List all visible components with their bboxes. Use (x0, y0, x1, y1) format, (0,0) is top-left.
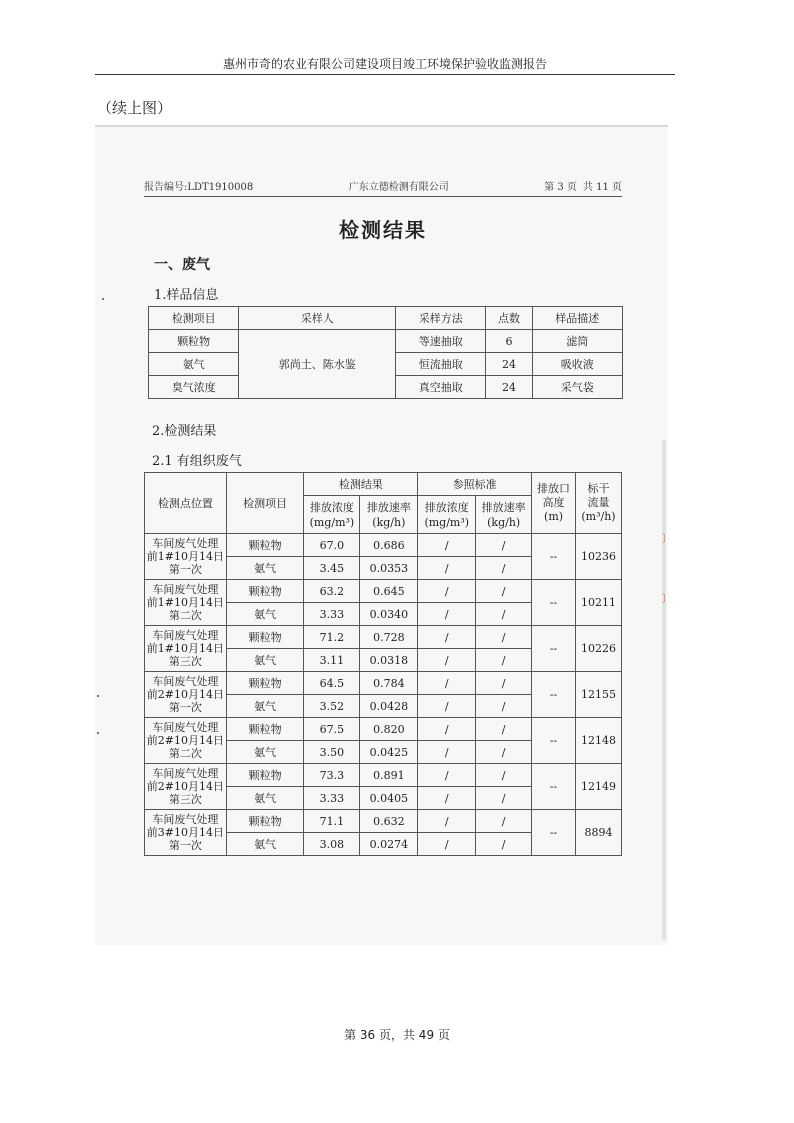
th-line: (mg/m³) (424, 515, 470, 529)
cell-flow: 8894 (575, 810, 621, 856)
report-number: 报告编号:LDT1910008 (144, 182, 254, 193)
report-page-total: 共 11 页 (582, 182, 622, 193)
cell-ref-rate: / (476, 764, 532, 787)
location-line: 前2#10月14日 (146, 688, 224, 701)
page-header: 惠州市奇的农业有限公司建设项目竣工环境保护验收监测报告 (95, 55, 675, 75)
cell-conc: 3.45 (304, 557, 360, 580)
cell-conc: 67.5 (304, 718, 360, 741)
th-item: 检测项目 (149, 307, 239, 330)
cell-rate: 0.0428 (360, 695, 418, 718)
cell-points: 24 (486, 353, 532, 376)
cell-ref-conc: / (418, 672, 476, 695)
cell-ref-rate: / (476, 833, 532, 856)
cell-outlet-height: -- (532, 672, 576, 718)
cell-item: 颗粒物 (226, 626, 304, 649)
cell-item: 氨气 (226, 557, 304, 580)
cell-flow: 10226 (575, 626, 621, 672)
cell-location (145, 626, 227, 672)
cell-conc: 71.2 (304, 626, 360, 649)
lab-name: 广东立德检测有限公司 (348, 182, 449, 193)
cell-item: 颗粒物 (226, 764, 304, 787)
cell-conc: 3.52 (304, 695, 360, 718)
location-line: 前1#10月14日 (146, 596, 224, 609)
th-line: 流量 (587, 496, 610, 509)
cell-ref-conc: / (418, 718, 476, 741)
th-line: (m³/h) (581, 510, 616, 523)
th-line: (m) (544, 510, 564, 523)
scan-speck (97, 732, 99, 734)
cell-item: 颗粒物 (226, 672, 304, 695)
location-line: 第三次 (168, 655, 202, 668)
th-line: 排放口 (537, 482, 571, 495)
cell-ref-conc: / (418, 557, 476, 580)
cell-rate: 0.0274 (360, 833, 418, 856)
section-sample-info: 1.样品信息 (154, 288, 219, 303)
cell-ref-rate: / (476, 603, 532, 626)
th-rate (360, 496, 418, 534)
cell-ref-rate: / (476, 787, 532, 810)
cell-conc: 64.5 (304, 672, 360, 695)
scan-edge (662, 440, 666, 940)
th-reference: 参照标准 (418, 473, 532, 496)
table-row (145, 764, 622, 787)
cell-conc: 3.11 (304, 649, 360, 672)
cell-location (145, 810, 227, 856)
cell-location (145, 718, 227, 764)
cell-ref-rate: / (476, 557, 532, 580)
cell-flow: 10236 (575, 534, 621, 580)
cell-ref-conc: / (418, 603, 476, 626)
cell-ref-conc: / (418, 810, 476, 833)
location-line: 车间废气处理 (152, 767, 219, 780)
location-line: 前3#10月14日 (146, 826, 224, 839)
cell-points: 24 (486, 376, 532, 399)
cell-location (145, 534, 227, 580)
scan-speck (97, 695, 99, 697)
cell-conc: 67.0 (304, 534, 360, 557)
th-line: 高度 (542, 496, 565, 509)
cell-ref-rate: / (476, 626, 532, 649)
cell-rate: 0.820 (360, 718, 418, 741)
section-organized-exhaust: 2.1 有组织废气 (152, 454, 242, 469)
cell-rate: 0.632 (360, 810, 418, 833)
cell-item: 氨气 (226, 741, 304, 764)
th-line: 排放浓度 (309, 500, 354, 514)
cell-rate: 0.0425 (360, 741, 418, 764)
sample-info-table (148, 306, 623, 399)
scan-speck (102, 298, 104, 300)
cell-ref-conc: / (418, 534, 476, 557)
th-outlet-height (532, 473, 576, 534)
cell-conc: 73.3 (304, 764, 360, 787)
cell-desc: 采气袋 (532, 376, 622, 399)
cell-ref-conc: / (418, 649, 476, 672)
report-page (544, 178, 622, 193)
table-row (145, 672, 622, 695)
red-stamp-fragment: 〕 (662, 594, 672, 605)
cell-rate: 0.686 (360, 534, 418, 557)
cell-flow: 12155 (575, 672, 621, 718)
cell-flow: 10211 (575, 580, 621, 626)
th-results: 检测结果 (304, 473, 418, 496)
page-footer: 第 36 页，共 49 页 (344, 1028, 450, 1042)
cell-outlet-height: -- (532, 764, 576, 810)
cell-rate: 0.0405 (360, 787, 418, 810)
th-conc (304, 496, 360, 534)
location-line: 前1#10月14日 (146, 642, 224, 655)
location-line: 第一次 (168, 563, 202, 576)
location-line: 第一次 (168, 701, 202, 714)
cell-item: 颗粒物 (226, 534, 304, 557)
cell-item: 氨气 (226, 787, 304, 810)
location-line: 前2#10月14日 (146, 780, 224, 793)
cell-location (145, 764, 227, 810)
cell-points: 6 (486, 330, 532, 353)
location-line: 第二次 (168, 747, 202, 760)
cell-ref-conc: / (418, 741, 476, 764)
result-title: 检测结果 (339, 218, 427, 242)
cell-location (145, 672, 227, 718)
location-line: 车间废气处理 (152, 675, 219, 688)
cell-ref-rate: / (476, 695, 532, 718)
th-points: 点数 (486, 307, 532, 330)
cell-ref-rate: / (476, 580, 532, 603)
table-row (145, 580, 622, 603)
cell-item: 颗粒物 (226, 718, 304, 741)
table-row (145, 534, 622, 557)
cell-ref-conc: / (418, 580, 476, 603)
cell-ref-conc: / (418, 695, 476, 718)
cell-outlet-height: -- (532, 718, 576, 764)
cell-rate: 0.784 (360, 672, 418, 695)
cell-ref-conc: / (418, 764, 476, 787)
location-line: 第一次 (168, 839, 202, 852)
location-line: 第三次 (168, 793, 202, 806)
cell-location (145, 580, 227, 626)
cell-outlet-height: -- (532, 626, 576, 672)
location-line: 车间废气处理 (152, 537, 219, 550)
cell-desc: 吸收液 (532, 353, 622, 376)
cell-outlet-height: -- (532, 810, 576, 856)
cell-item: 颗粒物 (226, 810, 304, 833)
th-ref-rate (476, 496, 532, 534)
cell-rate: 0.728 (360, 626, 418, 649)
table-row (145, 810, 622, 833)
cell-ref-rate: / (476, 810, 532, 833)
cell-rate: 0.0340 (360, 603, 418, 626)
cell-ref-conc: / (418, 626, 476, 649)
cell-item: 氨气 (226, 833, 304, 856)
cell-ref-rate: / (476, 718, 532, 741)
cell-ref-rate: / (476, 672, 532, 695)
th-line: 标干 (587, 482, 610, 495)
report-info-line (144, 178, 622, 197)
organized-exhaust-table (144, 472, 622, 856)
cell-item: 颗粒物 (226, 580, 304, 603)
section-exhaust-gas: 一、废气 (154, 257, 210, 273)
location-line: 车间废气处理 (152, 721, 219, 734)
th-location: 检测点位置 (145, 473, 227, 534)
cell-ref-conc: / (418, 787, 476, 810)
section-results: 2.检测结果 (152, 424, 217, 439)
cell-item: 氨气 (226, 603, 304, 626)
th-line: 排放速率 (481, 500, 526, 514)
table-row (145, 626, 622, 649)
location-line: 前1#10月14日 (146, 550, 224, 563)
continued-label: （续上图） (97, 99, 173, 117)
cell-flow: 12149 (575, 764, 621, 810)
report-page-no: 第 3 页 (544, 182, 577, 193)
table-row (145, 718, 622, 741)
cell-rate: 0.891 (360, 764, 418, 787)
th-line: (kg/h) (487, 515, 521, 529)
cell-item: 氨气 (149, 353, 239, 376)
cell-conc: 71.1 (304, 810, 360, 833)
location-line: 前2#10月14日 (146, 734, 224, 747)
cell-outlet-height: -- (532, 580, 576, 626)
cell-outlet-height: -- (532, 534, 576, 580)
cell-sampler: 郭尚土、陈水鉴 (239, 330, 396, 399)
th-desc: 样品描述 (532, 307, 622, 330)
location-line: 车间废气处理 (152, 813, 219, 826)
cell-rate: 0.0318 (360, 649, 418, 672)
location-line: 第二次 (168, 609, 202, 622)
th-line: (mg/m³) (309, 515, 355, 529)
cell-ref-rate: / (476, 741, 532, 764)
cell-item: 颗粒物 (149, 330, 239, 353)
location-line: 车间废气处理 (152, 583, 219, 596)
cell-rate: 0.645 (360, 580, 418, 603)
th-line: 排放浓度 (424, 500, 469, 514)
cell-ref-rate: / (476, 534, 532, 557)
cell-flow: 12148 (575, 718, 621, 764)
cell-item: 氨气 (226, 649, 304, 672)
th-ref-conc (418, 496, 476, 534)
cell-conc: 3.50 (304, 741, 360, 764)
cell-desc: 滤筒 (532, 330, 622, 353)
cell-ref-conc: / (418, 833, 476, 856)
cell-conc: 63.2 (304, 580, 360, 603)
th-line: (kg/h) (372, 515, 406, 529)
th-line: 排放速率 (366, 500, 411, 514)
red-stamp-fragment: 〕 (662, 534, 672, 545)
cell-rate: 0.0353 (360, 557, 418, 580)
cell-conc: 3.33 (304, 603, 360, 626)
cell-method: 真空抽取 (396, 376, 486, 399)
cell-method: 等速抽取 (396, 330, 486, 353)
cell-conc: 3.08 (304, 833, 360, 856)
th-sampler: 采样人 (239, 307, 396, 330)
cell-item: 氨气 (226, 695, 304, 718)
table-row (149, 330, 623, 353)
location-line: 车间废气处理 (152, 629, 219, 642)
cell-method: 恒流抽取 (396, 353, 486, 376)
cell-ref-rate: / (476, 649, 532, 672)
cell-item: 臭气浓度 (149, 376, 239, 399)
th-flow (575, 473, 621, 534)
th-method: 采样方法 (396, 307, 486, 330)
cell-conc: 3.33 (304, 787, 360, 810)
th-test-item: 检测项目 (226, 473, 304, 534)
